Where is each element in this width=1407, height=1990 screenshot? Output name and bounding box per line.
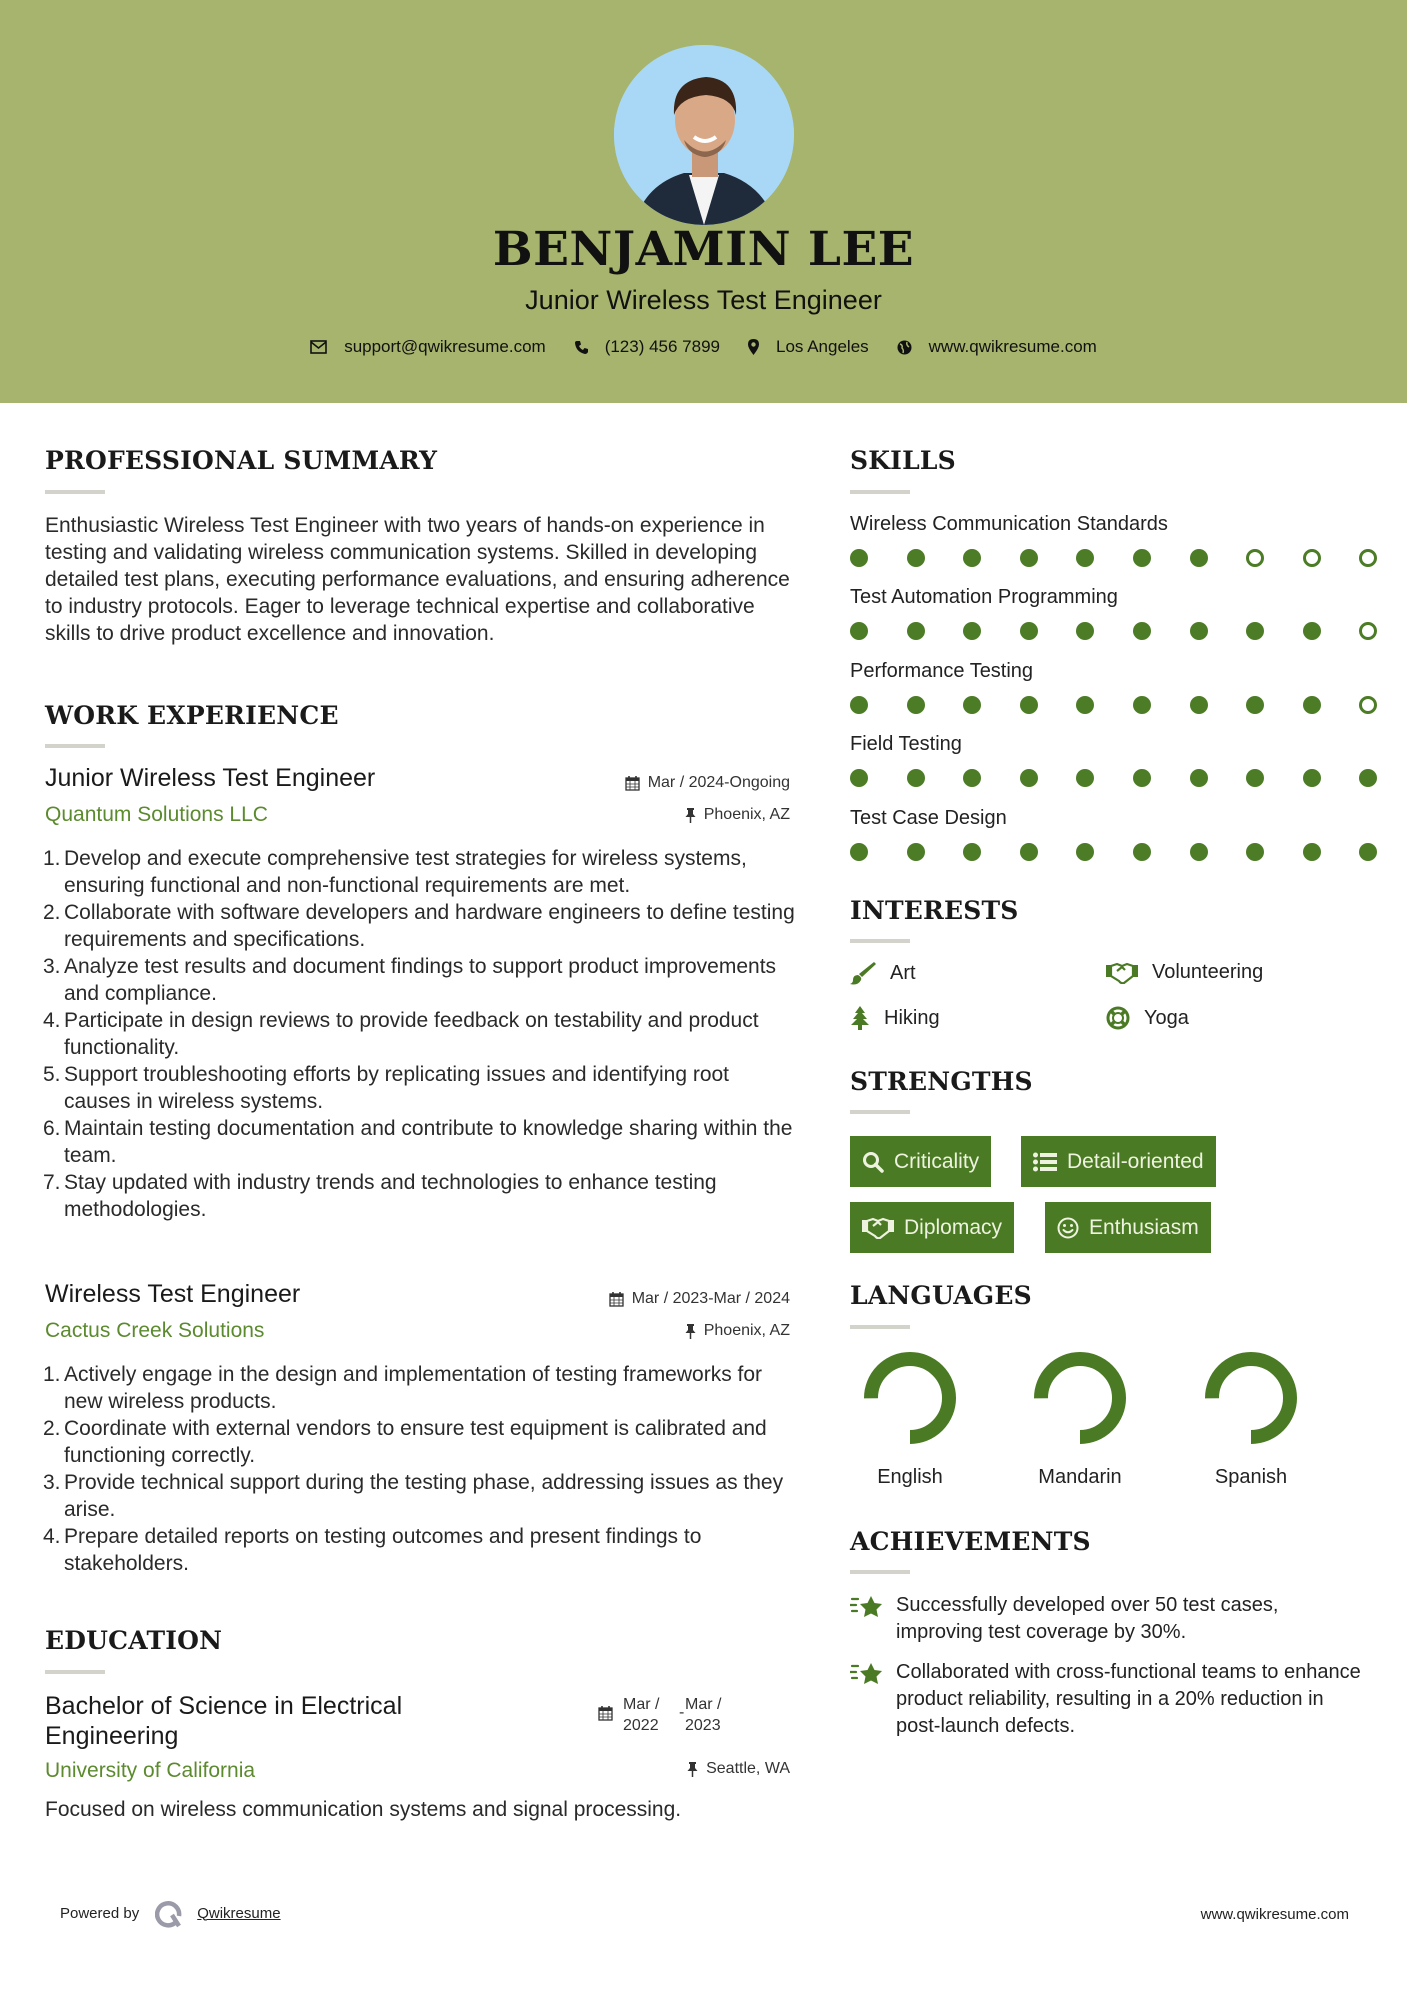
calendar-icon bbox=[598, 1705, 613, 1721]
shooting-star-icon bbox=[850, 1594, 884, 1620]
duty-text: Participate in design reviews to provide feedback on testability and product functionality. bbox=[64, 1009, 759, 1059]
strength-badge-detail-oriented bbox=[1021, 1136, 1216, 1187]
duty-number: 2. bbox=[43, 1417, 61, 1440]
interest-item-yoga bbox=[1106, 1006, 1189, 1030]
skill-name: Performance Testing bbox=[850, 660, 1034, 682]
skill-dot-filled bbox=[907, 549, 925, 567]
strength-badge-criticality bbox=[850, 1136, 991, 1187]
education-end bbox=[685, 1694, 721, 1736]
skill-dot-filled bbox=[907, 843, 925, 861]
duty-number: 3. bbox=[43, 955, 61, 978]
globe-icon bbox=[897, 340, 912, 355]
end-year: 2023 bbox=[685, 1717, 721, 1734]
job-duties-list bbox=[45, 1361, 795, 1577]
job-company: Cactus Creek Solutions bbox=[45, 1319, 265, 1342]
duty-item bbox=[45, 1061, 795, 1115]
job-dates bbox=[625, 774, 790, 792]
strengths-divider bbox=[850, 1110, 910, 1114]
duty-item bbox=[45, 845, 795, 899]
duty-number: 4. bbox=[43, 1525, 61, 1548]
map-marker-icon bbox=[748, 339, 759, 355]
shooting-star-icon bbox=[850, 1661, 884, 1687]
duty-text: Analyze test results and document findings to support product improvements and compliance. bbox=[64, 955, 777, 1005]
email-text: support@qwikresume.com bbox=[344, 337, 546, 356]
strength-label: Detail-oriented bbox=[1067, 1149, 1204, 1173]
calendar-icon bbox=[625, 775, 640, 791]
interests-divider bbox=[850, 939, 910, 943]
duty-number: 3. bbox=[43, 1471, 61, 1494]
summary-heading: PROFESSIONAL SUMMARY bbox=[45, 446, 438, 475]
job-dates bbox=[609, 1290, 790, 1308]
contact-location bbox=[748, 337, 869, 357]
duty-text: Coordinate with external vendors to ensure test equipment is calibrated and functioning correctly. bbox=[64, 1417, 767, 1467]
duty-item bbox=[45, 1415, 795, 1469]
skill-dot-filled bbox=[963, 696, 981, 714]
skill-dot-filled bbox=[850, 769, 868, 787]
skill-rating bbox=[850, 843, 1377, 861]
education-start bbox=[623, 1694, 679, 1736]
job-title: Wireless Test Engineer bbox=[45, 1280, 301, 1308]
search-icon bbox=[862, 1151, 884, 1173]
interest-label: Art bbox=[890, 961, 916, 984]
skill-dot-filled bbox=[1020, 843, 1038, 861]
language-progress-ring bbox=[1205, 1352, 1297, 1444]
strength-label: Criticality bbox=[894, 1149, 980, 1173]
duty-number: 1. bbox=[43, 1363, 61, 1386]
duty-item bbox=[45, 1523, 795, 1577]
degree-title bbox=[45, 1691, 402, 1751]
person-photo-icon bbox=[614, 45, 794, 225]
end-month: Mar / bbox=[685, 1696, 722, 1713]
language-name: English bbox=[877, 1466, 943, 1488]
skill-dot-empty bbox=[1359, 549, 1377, 567]
candidate-title: Junior Wireless Test Engineer bbox=[525, 285, 882, 315]
pushpin-icon bbox=[685, 1324, 696, 1339]
skill-dot-filled bbox=[850, 622, 868, 640]
duty-text: Support troubleshooting efforts by replicating issues and identifying root causes in wireless systems. bbox=[64, 1063, 730, 1113]
duty-number: 5. bbox=[43, 1063, 61, 1086]
qwikresume-logo-icon bbox=[155, 1898, 185, 1928]
degree-line-1: Bachelor of Science in Electrical bbox=[45, 1692, 403, 1720]
duty-text: Prepare detailed reports on testing outcomes and present findings to stakeholders. bbox=[64, 1525, 702, 1575]
skill-dot-filled bbox=[1133, 843, 1151, 861]
qwikresume-link[interactable]: Qwikresume bbox=[197, 1904, 281, 1922]
job-company: Quantum Solutions LLC bbox=[45, 803, 268, 826]
contact-email[interactable] bbox=[310, 337, 546, 357]
language-name: Spanish bbox=[1214, 1466, 1288, 1488]
skill-dot-filled bbox=[1076, 769, 1094, 787]
phone-text: (123) 456 7899 bbox=[604, 337, 721, 356]
contact-bar bbox=[0, 337, 1407, 357]
duty-text: Maintain testing documentation and contribute to knowledge sharing within the team. bbox=[64, 1117, 793, 1167]
degree-line-2: Engineering bbox=[45, 1722, 179, 1750]
strengths-heading: STRENGTHS bbox=[850, 1067, 1033, 1096]
interest-label: Volunteering bbox=[1152, 961, 1264, 983]
education-location-text: Seattle, WA bbox=[706, 1760, 790, 1777]
duty-text: Collaborate with software developers and hardware engineers to define testing requirements and specifications. bbox=[64, 901, 795, 951]
skill-dot-filled bbox=[1303, 696, 1321, 714]
skill-dot-filled bbox=[1190, 696, 1208, 714]
language-item bbox=[1010, 1352, 1150, 1489]
tree-icon bbox=[850, 1006, 870, 1030]
achievements-heading: ACHIEVEMENTS bbox=[850, 1527, 1091, 1556]
duty-item bbox=[45, 953, 795, 1007]
contact-website[interactable] bbox=[897, 337, 1097, 357]
smile-icon bbox=[1057, 1217, 1079, 1239]
skill-dot-filled bbox=[963, 843, 981, 861]
duty-item bbox=[45, 899, 795, 953]
strength-badge-enthusiasm bbox=[1045, 1202, 1211, 1253]
skill-dot-filled bbox=[963, 549, 981, 567]
skill-dot-filled bbox=[1246, 622, 1264, 640]
interest-label: Yoga bbox=[1144, 1006, 1189, 1029]
skill-dot-empty bbox=[1246, 549, 1264, 567]
skill-dot-filled bbox=[1246, 769, 1264, 787]
duty-text: Provide technical support during the testing phase, addressing issues as they arise. bbox=[64, 1471, 784, 1521]
job-duties-list bbox=[45, 845, 795, 1223]
interest-item-hiking bbox=[850, 1006, 940, 1030]
skill-dot-filled bbox=[1190, 549, 1208, 567]
school-name: University of California bbox=[45, 1759, 256, 1782]
duty-item bbox=[45, 1361, 795, 1415]
skill-dot-filled bbox=[850, 549, 868, 567]
language-progress-ring bbox=[864, 1352, 956, 1444]
interests-heading: INTERESTS bbox=[850, 896, 1019, 925]
skill-dot-filled bbox=[1303, 622, 1321, 640]
experience-divider bbox=[45, 744, 105, 748]
duty-number: 6. bbox=[43, 1117, 61, 1140]
education-divider bbox=[45, 1670, 105, 1674]
achievements-divider bbox=[850, 1570, 910, 1574]
envelope-icon bbox=[310, 340, 327, 354]
skill-dot-filled bbox=[1020, 549, 1038, 567]
language-name: Mandarin bbox=[1038, 1466, 1122, 1488]
skill-dot-filled bbox=[963, 622, 981, 640]
duty-text: Stay updated with industry trends and technologies to enhance testing methodologies. bbox=[64, 1171, 717, 1221]
strength-label: Diplomacy bbox=[904, 1215, 1003, 1239]
footer-website[interactable]: www.qwikresume.com bbox=[1200, 1906, 1349, 1923]
handshake-icon bbox=[862, 1217, 894, 1239]
languages-divider bbox=[850, 1325, 910, 1329]
skill-dot-filled bbox=[1133, 769, 1151, 787]
skill-dot-filled bbox=[1303, 843, 1321, 861]
achievement-text: Successfully developed over 50 test cases, improving test coverage by 30%. bbox=[896, 1594, 1279, 1643]
duty-item bbox=[45, 1007, 795, 1061]
profile-photo bbox=[614, 45, 794, 225]
strength-badge-diplomacy bbox=[850, 1202, 1014, 1253]
skill-dot-filled bbox=[1190, 769, 1208, 787]
duty-number: 4. bbox=[43, 1009, 61, 1032]
duty-item bbox=[45, 1115, 795, 1169]
skill-dot-filled bbox=[1190, 843, 1208, 861]
job-location bbox=[685, 806, 790, 824]
job-location-text: Phoenix, AZ bbox=[703, 806, 790, 823]
duty-number: 1. bbox=[43, 847, 61, 870]
pushpin-icon bbox=[687, 1762, 698, 1777]
skill-dot-empty bbox=[1303, 549, 1321, 567]
interest-item-art bbox=[850, 961, 916, 985]
skill-dot-filled bbox=[1133, 622, 1151, 640]
achievement-item bbox=[850, 1592, 1370, 1646]
experience-heading: WORK EXPERIENCE bbox=[45, 701, 339, 730]
languages-heading: LANGUAGES bbox=[850, 1281, 1032, 1310]
job-title: Junior Wireless Test Engineer bbox=[45, 764, 376, 792]
summary-divider bbox=[45, 490, 105, 494]
skill-rating bbox=[850, 622, 1377, 640]
duty-text: Develop and execute comprehensive test strategies for wireless systems, ensuring functional and non-functional requirements are met. bbox=[64, 847, 747, 897]
skill-dot-empty bbox=[1359, 696, 1377, 714]
skill-dot-filled bbox=[1246, 843, 1264, 861]
skill-name: Test Automation Programming bbox=[850, 586, 1118, 608]
skills-divider bbox=[850, 490, 910, 494]
job-dates-text: Mar / 2024-Ongoing bbox=[647, 774, 790, 791]
achievement-item bbox=[850, 1659, 1370, 1740]
skill-dot-empty bbox=[1359, 622, 1377, 640]
language-item bbox=[1181, 1352, 1321, 1489]
skill-dot-filled bbox=[1076, 549, 1094, 567]
handshake-icon bbox=[1106, 962, 1138, 984]
skill-dot-filled bbox=[1359, 769, 1377, 787]
duty-number: 7. bbox=[43, 1171, 61, 1194]
education-heading: EDUCATION bbox=[45, 1626, 223, 1655]
location-text: Los Angeles bbox=[776, 337, 869, 356]
powered-by bbox=[60, 1898, 281, 1928]
skill-dot-filled bbox=[850, 843, 868, 861]
skill-name: Test Case Design bbox=[850, 807, 1007, 829]
skill-dot-filled bbox=[1190, 622, 1208, 640]
skill-dot-filled bbox=[907, 622, 925, 640]
summary-text: Enthusiastic Wireless Test Engineer with two years of hands-on experience in testing and validating wireless communication systems. Skilled in developing detailed test plans, executing performance evaluations, and ensuring adherence to industry protocols. Eager to leverage technical expertise and collaborative skills to drive product excellence and innovation. bbox=[45, 514, 790, 645]
skill-dot-filled bbox=[1133, 696, 1151, 714]
skill-rating bbox=[850, 549, 1377, 567]
job-location-text: Phoenix, AZ bbox=[703, 1322, 790, 1339]
skill-dot-filled bbox=[1020, 696, 1038, 714]
paintbrush-icon bbox=[850, 961, 876, 985]
pushpin-icon bbox=[685, 808, 696, 823]
start-year: 2022 bbox=[623, 1717, 659, 1734]
skill-dot-filled bbox=[850, 696, 868, 714]
skill-dot-filled bbox=[907, 696, 925, 714]
skill-dot-filled bbox=[1303, 769, 1321, 787]
language-progress-ring bbox=[1034, 1352, 1126, 1444]
list-icon bbox=[1033, 1152, 1057, 1172]
candidate-name: BENJAMIN LEE bbox=[492, 222, 915, 277]
skill-dot-filled bbox=[1133, 549, 1151, 567]
skill-name: Field Testing bbox=[850, 733, 962, 755]
skill-dot-filled bbox=[1076, 843, 1094, 861]
skill-rating bbox=[850, 696, 1377, 714]
interest-item-volunteering bbox=[1106, 961, 1263, 984]
phone-icon bbox=[574, 340, 588, 355]
language-item bbox=[840, 1352, 980, 1489]
start-month: Mar / bbox=[623, 1696, 660, 1713]
skill-name: Wireless Communication Standards bbox=[850, 513, 1168, 535]
skill-dot-filled bbox=[1076, 622, 1094, 640]
skills-heading: SKILLS bbox=[850, 446, 956, 475]
calendar-icon bbox=[609, 1291, 624, 1307]
skill-dot-filled bbox=[1359, 843, 1377, 861]
job-location bbox=[685, 1322, 790, 1340]
contact-phone[interactable] bbox=[574, 337, 720, 357]
date-separator: - bbox=[679, 1704, 685, 1721]
duty-text: Actively engage in the design and implementation of testing frameworks for new wireless products. bbox=[64, 1363, 763, 1413]
skill-dot-filled bbox=[1246, 696, 1264, 714]
website-text: www.qwikresume.com bbox=[928, 337, 1097, 356]
life-ring-icon bbox=[1106, 1006, 1130, 1030]
powered-by-text: Powered by bbox=[60, 1904, 140, 1922]
strength-label: Enthusiasm bbox=[1089, 1215, 1199, 1239]
interest-label: Hiking bbox=[884, 1006, 940, 1029]
skill-dot-filled bbox=[1076, 696, 1094, 714]
duty-item bbox=[45, 1169, 795, 1223]
skill-dot-filled bbox=[1020, 769, 1038, 787]
education-location bbox=[687, 1760, 790, 1778]
duty-item bbox=[45, 1469, 795, 1523]
education-description: Focused on wireless communication systems and signal processing. bbox=[45, 1798, 682, 1821]
skill-dot-filled bbox=[907, 769, 925, 787]
skill-rating bbox=[850, 769, 1377, 787]
education-dates bbox=[598, 1694, 721, 1736]
skill-dot-filled bbox=[963, 769, 981, 787]
duty-number: 2. bbox=[43, 901, 61, 924]
achievement-text: Collaborated with cross-functional teams to enhance product reliability, resulting in a 20% reduction in post-launch defects. bbox=[896, 1661, 1361, 1737]
job-dates-text: Mar / 2023-Mar / 2024 bbox=[631, 1290, 790, 1307]
skill-dot-filled bbox=[1020, 622, 1038, 640]
